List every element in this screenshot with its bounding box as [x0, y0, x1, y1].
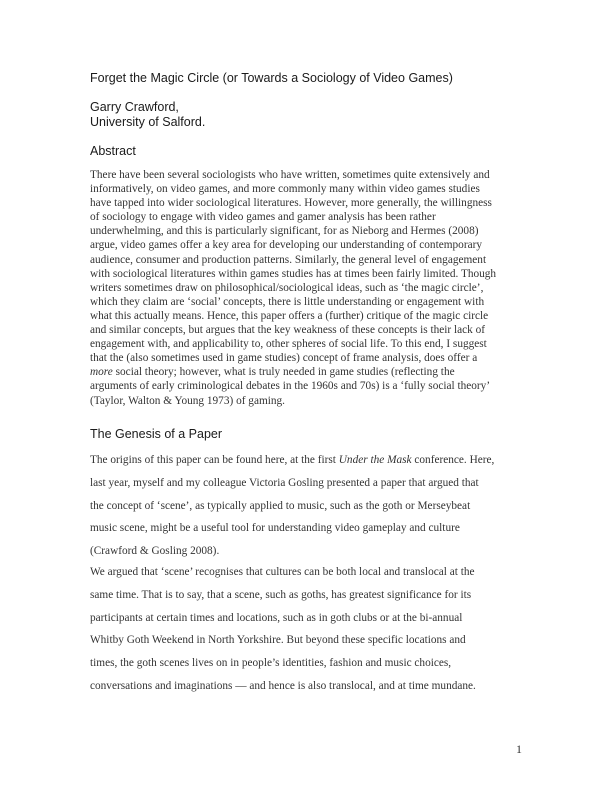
- abstract-body: [90, 168, 530, 408]
- abstract-line: of sociology to engage with video games and gamer analysis has been rather: [90, 211, 436, 224]
- abstract-line: [90, 365, 530, 379]
- abstract-line: underwhelming, and this is particularly significant, for as Nieborg and Hermes (2008): [90, 225, 479, 238]
- abstract-emphasis: more: [90, 366, 113, 379]
- paragraph-line: music scene, might be a useful tool for understanding video gameplay and culture: [90, 522, 460, 535]
- paragraph-line: (Crawford & Gosling 2008).: [90, 545, 220, 558]
- author-affiliation: University of Salford.: [90, 115, 206, 129]
- paragraph-line: times, the goth scenes lives on in people’s identities, fashion and music choices,: [90, 657, 452, 670]
- abstract-line: There have been several sociologists who have written, sometimes quite extensively and: [90, 169, 490, 181]
- abstract-line: arguments of early criminological debates in the 1960s and 70s) is a ‘fully social theory’: [90, 380, 491, 393]
- paragraph-line: Whitby Goth Weekend in North Yorkshire. But beyond these specific locations and: [90, 634, 466, 647]
- section-heading: The Genesis of a Paper: [90, 427, 223, 441]
- author-name: Garry Crawford,: [90, 100, 179, 114]
- body-paragraph-1: [90, 449, 530, 563]
- abstract-line: what this actually means. Hence, this paper offers a (further) critique of the magic circle: [90, 309, 489, 322]
- abstract-line: argue, video games offer a key area for developing our understanding of contemporary: [90, 239, 483, 252]
- abstract-line: with sociological literatures within games studies has at times been fairly limited. Though: [90, 267, 497, 280]
- abstract-line: audience, consumer and production patterns. Similarly, the general level of engagement: [90, 253, 487, 266]
- abstract-line-text: social theory; however, what is truly needed in game studies (reflecting the: [112, 366, 455, 379]
- author-block: [90, 100, 205, 130]
- abstract-line: and similar concepts, but argues that the key weakness of these concepts is their lack of: [90, 324, 486, 337]
- paragraph-line-text: The origins of this paper can be found here, at the first: [90, 454, 339, 466]
- page-number: 1: [516, 742, 522, 756]
- conference-name-emphasis: Under the Mask: [338, 454, 412, 466]
- abstract-line: which they claim are ‘social’ concepts, there is little understanding or engagement with: [90, 295, 485, 308]
- paragraph-line-text: conference. Here,: [411, 454, 495, 466]
- paragraph-line: conversations and imaginations — and hence is also translocal, and at time mundane.: [90, 679, 476, 692]
- abstract-line: informatively, on video games, and more commonly many within video games studies: [90, 183, 480, 196]
- paragraph-line: participants at certain times and locations, such as in goth clubs or at the bi-annual: [90, 611, 463, 624]
- abstract-heading: Abstract: [90, 144, 136, 158]
- abstract-line: (Taylor, Walton & Young 1973) of gaming.: [90, 394, 286, 407]
- paragraph-line: last year, myself and my colleague Victoria Gosling presented a paper that argued that: [90, 476, 479, 489]
- abstract-line: that the (also sometimes used in game studies) concept of frame analysis, does offer a: [90, 352, 478, 365]
- paper-title: Forget the Magic Circle (or Towards a Sociology of Video Games): [90, 71, 453, 85]
- body-paragraph-2: [90, 561, 530, 698]
- paragraph-line: We argued that ‘scene’ recognises that cultures can be both local and translocal at the: [90, 566, 475, 578]
- paragraph-line: the concept of ‘scene’, as typically applied to music, such as the goth or Merseybeat: [90, 499, 471, 512]
- abstract-line: engagement with, and applicability to, other spheres of social life. To this end, I suggest: [90, 338, 487, 351]
- abstract-line: writers sometimes draw on philosophical/sociological ideas, such as ‘the magic circle’,: [90, 281, 484, 294]
- paragraph-line: [90, 449, 530, 472]
- abstract-line: have tapped into wider sociological literatures. However, more generally, the willingness: [90, 197, 492, 210]
- paragraph-line: same time. That is to say, that a scene, such as goths, has greatest significance for its: [90, 588, 472, 601]
